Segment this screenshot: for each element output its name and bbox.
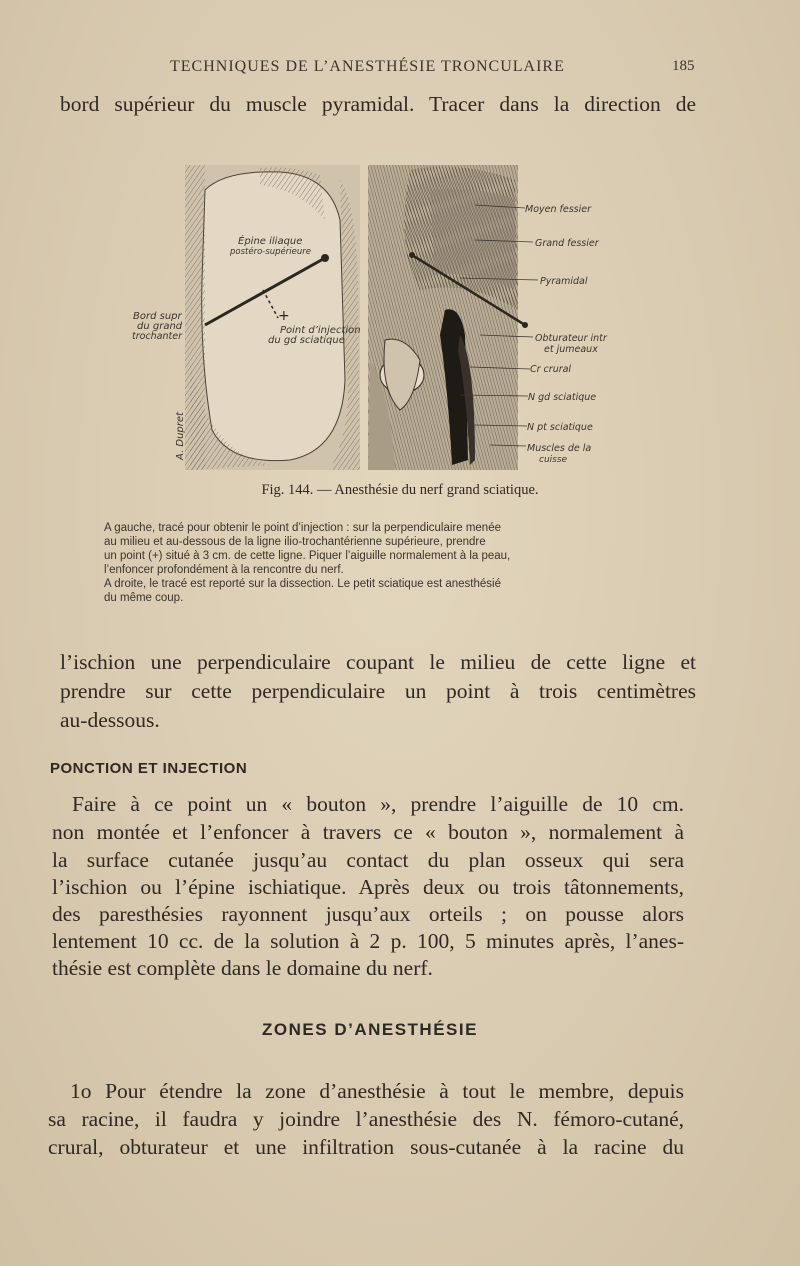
svg-text:+: +: [278, 308, 290, 324]
label-crural: Cr crural: [530, 364, 572, 375]
page-header: [0, 56, 800, 80]
section-heading-ponction: PONCTION ET INJECTION: [50, 760, 248, 777]
label-epine-iliaque: Épine iliaque: [238, 236, 303, 247]
figure-legend-line: A gauche, tracé pour obtenir le point d’injection : sur la perpendiculaire menée: [104, 522, 501, 534]
figure-144-illustration: [130, 160, 650, 475]
figure-legend-line: A droite, le tracé est reporté sur la dissection. Le petit sciatique est anesthésié: [104, 578, 501, 590]
paragraph-line: thésie est complète dans le domaine du nerf.: [52, 956, 433, 980]
text-top-line: bord supérieur du muscle pyramidal. Tracer dans la direction de: [60, 92, 696, 116]
label-grand-sciatique: N gd sciatique: [528, 392, 597, 403]
artist-signature: A. Dupret: [175, 412, 186, 460]
label-et-jumeaux: et jumeaux: [544, 344, 598, 355]
label-petit-sciatique: N pt sciatique: [527, 422, 593, 433]
figure-legend-line: l’enfoncer profondément à la rencontre du nerf.: [104, 564, 344, 576]
paragraph-line: sa racine, il faudra y joindre l’anesthésie des N. fémoro-cutané,: [48, 1107, 684, 1131]
label-muscles-cuisse: Muscles de la: [527, 443, 592, 454]
left-panel-surface-view: [132, 165, 361, 470]
label-postero-superieure: postéro-supérieure: [230, 247, 311, 257]
paragraph-line: 1o Pour étendre la zone d’anesthésie à tout le membre, depuis: [70, 1079, 684, 1103]
figure-legend-line: au milieu et au-dessous de la ligne ilio-trochantérienne supérieure, prendre: [104, 536, 486, 548]
running-title: TECHNIQUES DE L’ANESTHÉSIE TRONCULAIRE: [170, 58, 565, 75]
label-moyen-fessier: Moyen fessier: [525, 204, 591, 215]
page-number: 185: [672, 58, 695, 74]
right-panel-dissection-view: [368, 165, 528, 470]
paragraph-line: lentement 10 cc. de la solution à 2 p. 100, 5 minutes après, l’anes-: [52, 929, 684, 953]
label-pyramidal: Pyramidal: [540, 276, 588, 287]
paragraph-line: crural, obturateur et une infiltration sous-cutanée à la racine du: [48, 1135, 684, 1159]
label-point-injection: Point d’injection: [280, 325, 361, 336]
paragraph-line: non montée et l’enfoncer à travers ce « bouton », normalement à: [52, 820, 684, 844]
label-grand-fessier: Grand fessier: [535, 238, 599, 249]
label-cuisse: cuisse: [539, 455, 568, 465]
label-trochanter: trochanter: [132, 331, 183, 342]
paragraph-line: au-dessous.: [60, 708, 160, 732]
paragraph-line: des paresthésies rayonnent jusqu’aux orteils ; on pousse alors: [52, 902, 684, 926]
label-bord-superieur: Bord supr: [133, 311, 182, 322]
paragraph-line: l’ischion ou l’épine ischiatique. Après deux ou trois tâtonnements,: [52, 875, 684, 899]
paragraph-line: Faire à ce point un « bouton », prendre l’aiguille de 10 cm.: [72, 792, 684, 816]
figure-legend-line: du même coup.: [104, 592, 184, 604]
paragraph-line: la surface cutanée jusqu’au contact du plan osseux qui sera: [52, 848, 684, 872]
figure-caption: Fig. 144. — Anesthésie du nerf grand sciatique.: [261, 482, 539, 498]
label-du-grand: du grand: [137, 321, 183, 332]
paragraph-line: prendre sur cette perpendiculaire un point à trois centimètres: [60, 679, 696, 703]
figure-legend-line: un point (+) situé à 3 cm. de cette ligne. Piquer l’aiguille normalement à la peau,: [104, 550, 511, 562]
section-heading-zones: ZONES D’ANESTHÉSIE: [262, 1020, 478, 1039]
paragraph-line: l’ischion une perpendiculaire coupant le milieu de cette ligne et: [60, 650, 696, 674]
label-obturateur-interne: Obturateur intr: [535, 333, 607, 344]
label-du-grand-sciatique: du gd sciatique: [268, 335, 345, 346]
